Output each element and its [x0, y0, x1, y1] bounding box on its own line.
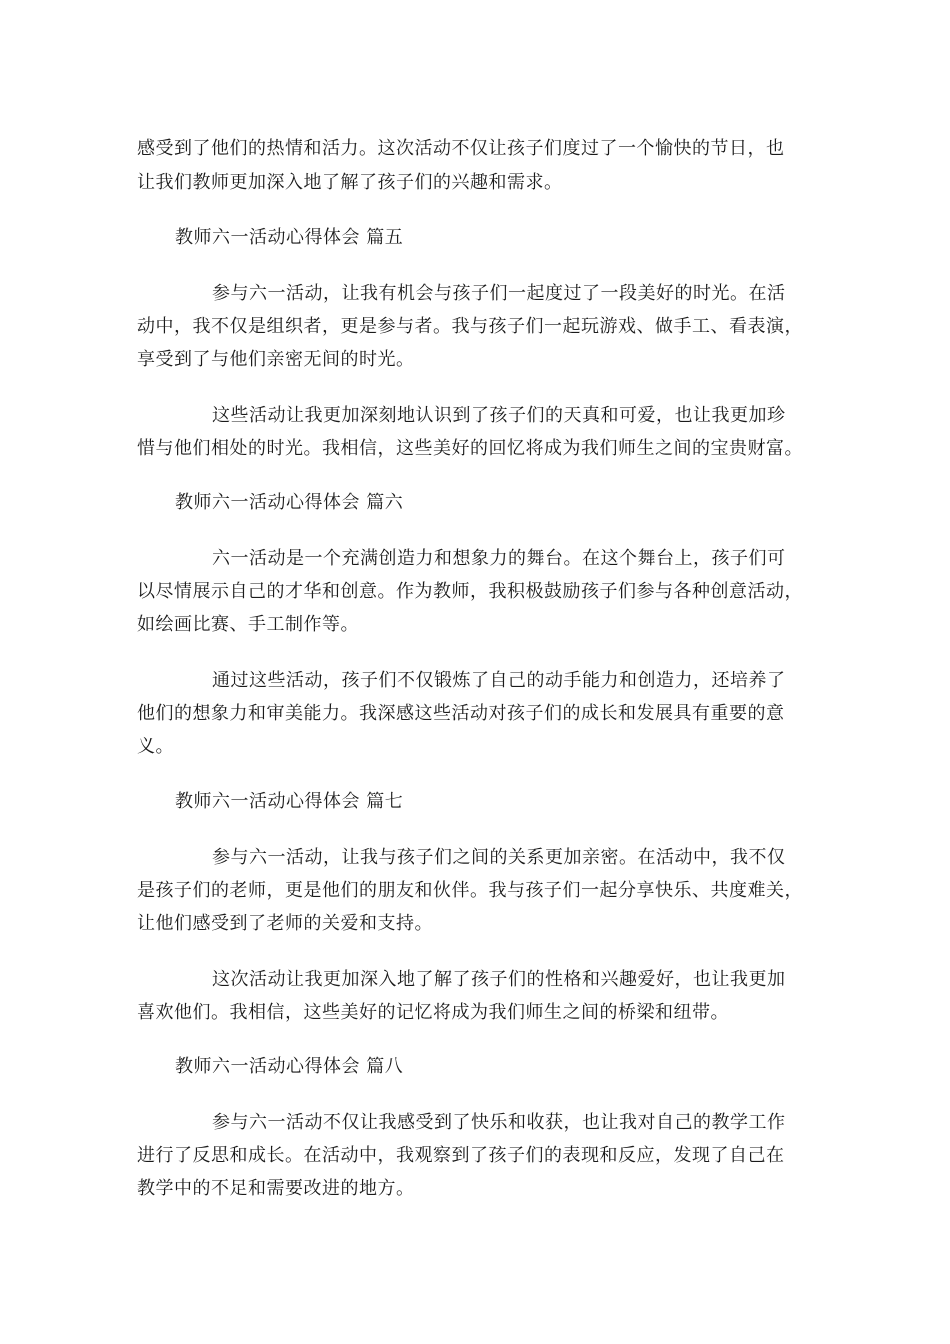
paragraph-line: 参与六一活动不仅让我感受到了快乐和收获，也让我对自己的教学工作 [212, 1112, 786, 1133]
section-heading-6: 教师六一活动心得体会 篇六 [175, 492, 404, 513]
paragraph-line: 参与六一活动，让我与孩子们之间的关系更加亲密。在活动中，我不仅 [212, 847, 786, 868]
paragraph-line: 如绘画比赛、手工制作等。 [137, 614, 359, 635]
section-heading-7: 教师六一活动心得体会 篇七 [175, 791, 404, 812]
paragraph-line: 通过这些活动，孩子们不仅锻炼了自己的动手能力和创造力，还培养了 [212, 670, 786, 691]
paragraph-line: 这些活动让我更加深刻地认识到了孩子们的天真和可爱，也让我更加珍 [212, 405, 786, 426]
section-heading-8: 教师六一活动心得体会 篇八 [175, 1056, 404, 1077]
paragraph-line: 动中，我不仅是组织者，更是参与者。我与孩子们一起玩游戏、做手工、看表演， [137, 316, 803, 337]
paragraph-line: 惜与他们相处的时光。我相信，这些美好的回忆将成为我们师生之间的宝贵财富。 [137, 438, 803, 459]
paragraph-line: 感受到了他们的热情和活力。这次活动不仅让孩子们度过了一个愉快的节日，也 [137, 138, 785, 159]
paragraph-line: 让他们感受到了老师的关爱和支持。 [137, 913, 433, 934]
paragraph-line: 进行了反思和成长。在活动中，我观察到了孩子们的表现和反应，发现了自己在 [137, 1145, 785, 1166]
paragraph-line: 这次活动让我更加深入地了解了孩子们的性格和兴趣爱好，也让我更加 [212, 969, 786, 990]
paragraph-line: 他们的想象力和审美能力。我深感这些活动对孩子们的成长和发展具有重要的意 [137, 703, 785, 724]
paragraph-line: 让我们教师更加深入地了解了孩子们的兴趣和需求。 [137, 172, 563, 193]
paragraph-line: 以尽情展示自己的才华和创意。作为教师，我积极鼓励孩子们参与各种创意活动， [137, 581, 803, 602]
paragraph-line: 是孩子们的老师，更是他们的朋友和伙伴。我与孩子们一起分享快乐、共度难关， [137, 880, 803, 901]
paragraph-line: 参与六一活动，让我有机会与孩子们一起度过了一段美好的时光。在活 [212, 283, 786, 304]
paragraph-line: 六一活动是一个充满创造力和想象力的舞台。在这个舞台上，孩子们可 [212, 548, 786, 569]
paragraph-line: 喜欢他们。我相信，这些美好的记忆将成为我们师生之间的桥梁和纽带。 [137, 1002, 729, 1023]
section-heading-5: 教师六一活动心得体会 篇五 [175, 227, 404, 248]
paragraph-line: 享受到了与他们亲密无间的时光。 [137, 349, 415, 370]
paragraph-line: 义。 [137, 736, 174, 757]
paragraph-line: 教学中的不足和需要改进的地方。 [137, 1178, 415, 1199]
